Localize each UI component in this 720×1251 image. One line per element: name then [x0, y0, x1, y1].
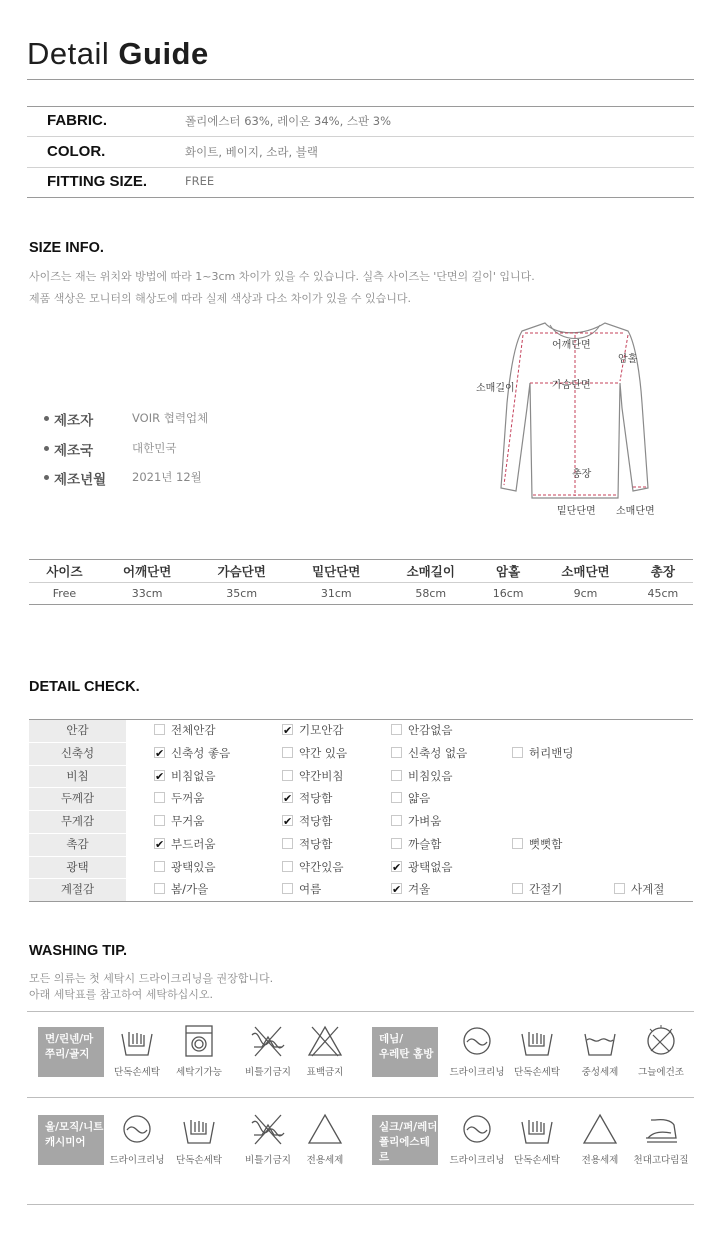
care-symbol	[238, 1111, 298, 1166]
care-symbol	[570, 1111, 630, 1166]
armhole-label: 암홀	[618, 354, 638, 365]
check-option-label: 적당함	[299, 814, 333, 828]
check-option-label: 부드러움	[171, 836, 216, 851]
detail-check-heading: DETAIL CHECK.	[29, 679, 140, 695]
check-option-label: 여름	[299, 882, 322, 897]
hem-label: 밑단단면	[557, 506, 596, 517]
check-option-label: 적당함	[299, 791, 333, 806]
table-row	[29, 766, 693, 789]
washing-heading: WASHING TIP.	[29, 943, 128, 959]
check-option-label: 간절기	[529, 882, 563, 897]
check-option	[391, 857, 452, 879]
cloth-iron-icon	[631, 1111, 691, 1147]
column-header: 어깨단면	[100, 560, 195, 583]
check-option	[154, 834, 215, 856]
care-symbol	[107, 1111, 167, 1166]
spec-value: 폴리에스터 63%, 레이온 34%, 스판 3%	[185, 114, 392, 128]
checkbox-icon	[282, 861, 293, 872]
check-option	[391, 879, 430, 901]
care-symbol	[570, 1023, 630, 1078]
checked-box-icon	[154, 838, 165, 849]
care-symbol	[169, 1023, 229, 1078]
checked-box-icon	[154, 770, 165, 781]
checkbox-icon	[512, 883, 523, 894]
check-option	[154, 743, 230, 765]
checked-box-icon	[391, 883, 402, 894]
table-cell: Free	[29, 583, 100, 605]
table-row	[29, 583, 693, 605]
bullet-icon	[44, 416, 49, 421]
check-option-label: 약간 있음	[299, 745, 348, 760]
hand-wash-icon	[507, 1023, 567, 1059]
column-header: 총장	[633, 560, 693, 583]
hand-wash-icon	[107, 1023, 167, 1059]
check-option-label: 광택있음	[171, 859, 216, 874]
check-option-label: 비침없음	[171, 768, 216, 783]
washing-machine-icon	[169, 1023, 229, 1059]
care-symbol-label: 단독손세탁	[114, 1067, 160, 1078]
care-symbol-label: 드라이크리닝	[449, 1155, 505, 1166]
check-row-label: 광택	[29, 857, 126, 879]
checkbox-icon	[391, 815, 402, 826]
maker-key: 제조자	[54, 413, 94, 429]
check-option	[282, 879, 321, 901]
care-symbol	[295, 1023, 355, 1078]
care-symbol-label: 표백금지	[306, 1067, 344, 1078]
checked-box-icon	[282, 792, 293, 803]
check-option-label: 광택없음	[408, 859, 453, 874]
no-wring-icon	[238, 1111, 298, 1147]
check-option	[512, 834, 562, 856]
spec-row-fitting	[27, 167, 694, 197]
check-option-label: 신축성 없음	[408, 745, 468, 760]
care-symbol-label: 전용세제	[306, 1155, 344, 1166]
table-cell: 31cm	[289, 583, 384, 605]
size-note: 제품 색상은 모니터의 해상도에 따라 실제 색상과 다소 차이가 있을 수 있습니다.	[29, 292, 411, 305]
care-category-badge: 데님/ 우레탄 홈방	[372, 1027, 438, 1077]
check-row-label: 계절감	[29, 879, 126, 901]
check-option	[391, 834, 441, 856]
neutral-detergent-icon	[570, 1023, 630, 1059]
check-option	[282, 743, 347, 765]
check-option-label: 기모안감	[299, 723, 344, 737]
care-symbol	[447, 1111, 507, 1166]
column-header: 소매단면	[538, 560, 633, 583]
care-symbol-label: 전용세제	[581, 1155, 619, 1166]
checkbox-icon	[391, 792, 402, 803]
check-option	[154, 879, 208, 901]
dry-clean-icon	[447, 1111, 507, 1147]
check-option-label: 뻣뻣함	[529, 836, 563, 851]
spec-row-color	[27, 137, 694, 168]
table-row	[29, 743, 693, 766]
check-row-label: 두께감	[29, 788, 126, 810]
check-option	[154, 720, 215, 742]
check-option	[154, 766, 215, 788]
check-option	[512, 879, 562, 901]
check-option	[282, 720, 343, 742]
care-symbol	[631, 1023, 691, 1078]
hand-wash-icon	[507, 1111, 567, 1147]
column-header: 암홀	[478, 560, 538, 583]
checkbox-icon	[391, 724, 402, 735]
care-symbol-label: 단독손세탁	[514, 1155, 560, 1166]
check-option	[391, 811, 441, 833]
spec-label: COLOR.	[47, 143, 106, 160]
check-option-label: 두꺼움	[171, 791, 205, 806]
spec-row-fabric	[27, 106, 694, 137]
check-option	[391, 766, 452, 788]
check-option-label: 가벼움	[408, 814, 442, 828]
check-option-label: 사계절	[631, 882, 665, 897]
no-bleach-icon	[295, 1023, 355, 1059]
checkbox-icon	[512, 747, 523, 758]
checked-box-icon	[391, 861, 402, 872]
table-cell: 35cm	[194, 583, 289, 605]
special-detergent-icon	[295, 1111, 355, 1147]
bullet-icon	[44, 446, 49, 451]
hand-wash-icon	[169, 1111, 229, 1147]
checkbox-icon	[154, 724, 165, 735]
cuff-label: 소매단면	[616, 506, 655, 517]
check-option	[282, 788, 332, 810]
care-symbol	[507, 1111, 567, 1166]
table-cell: 9cm	[538, 583, 633, 605]
checkbox-icon	[512, 838, 523, 849]
washing-note: 아래 세탁표를 참고하여 세탁하십시오.	[29, 988, 214, 1001]
checkbox-icon	[282, 747, 293, 758]
spec-label: FABRIC.	[47, 112, 107, 129]
check-option	[512, 743, 573, 765]
care-symbol-label: 비틀기금지	[245, 1155, 291, 1166]
care-symbol-label: 드라이크리닝	[109, 1155, 165, 1166]
care-symbol	[107, 1023, 167, 1078]
care-symbol-label: 비틀기금지	[245, 1067, 291, 1078]
table-cell: 16cm	[478, 583, 538, 605]
washing-row-1	[0, 1010, 720, 1080]
maker-value: VOIR 협력업체	[132, 411, 209, 425]
spec-value: FREE	[185, 174, 215, 188]
bullet-icon	[44, 475, 49, 480]
title-divider	[27, 79, 694, 80]
table-row	[29, 720, 693, 743]
origin-value: 대한민국	[132, 441, 177, 455]
date-key: 제조년월	[54, 472, 107, 488]
garment-diagram	[470, 313, 695, 523]
origin-key: 제조국	[54, 443, 94, 459]
check-option	[154, 811, 204, 833]
care-category-badge: 실크/퍼/레더 폴리에스테르	[372, 1115, 438, 1165]
checkbox-icon	[391, 838, 402, 849]
check-row-label: 촉감	[29, 834, 126, 856]
table-row	[29, 811, 693, 834]
dry-clean-icon	[107, 1111, 167, 1147]
size-table	[29, 559, 693, 605]
dry-clean-icon	[447, 1023, 507, 1059]
care-category-badge: 면/린넨/마 쭈리/골지	[38, 1027, 104, 1077]
title-bold: Guide	[118, 36, 209, 71]
check-option-label: 까슬함	[408, 836, 442, 851]
checkbox-icon	[391, 747, 402, 758]
check-option-label: 적당함	[299, 836, 333, 851]
care-symbol-label: 그늘에건조	[638, 1067, 684, 1078]
title-light: Detail	[27, 36, 110, 71]
size-table-header	[29, 560, 693, 583]
column-header: 가슴단면	[194, 560, 289, 583]
checkbox-icon	[282, 883, 293, 894]
check-option	[154, 857, 215, 879]
check-option	[391, 720, 452, 742]
total-length-label: 총장	[572, 469, 592, 480]
check-option	[282, 766, 343, 788]
care-category-badge: 울/모직/니트 캐시미어	[38, 1115, 104, 1165]
check-option-label: 비침있음	[408, 768, 453, 783]
care-symbol-label: 드라이크리닝	[449, 1067, 505, 1078]
checked-box-icon	[282, 815, 293, 826]
check-option-label: 약간비침	[299, 768, 344, 783]
care-symbol	[631, 1111, 691, 1166]
table-row	[29, 857, 693, 880]
page-title	[27, 36, 209, 72]
check-option	[391, 743, 467, 765]
care-symbol-label: 단독손세탁	[176, 1155, 222, 1166]
check-option-label: 약간있음	[299, 859, 344, 874]
column-header: 밑단단면	[289, 560, 384, 583]
no-wring-icon	[238, 1023, 298, 1059]
check-option-label: 안감없음	[408, 723, 453, 737]
care-symbol	[238, 1023, 298, 1078]
checkbox-icon	[154, 815, 165, 826]
care-symbol	[507, 1023, 567, 1078]
size-info-heading: SIZE INFO.	[29, 240, 104, 256]
table-cell: 45cm	[633, 583, 693, 605]
chest-label: 가슴단면	[552, 380, 591, 391]
check-option-label: 얇음	[408, 791, 431, 806]
care-symbol-label: 천대고다림질	[633, 1155, 689, 1166]
column-header: 사이즈	[29, 560, 100, 583]
checkbox-icon	[154, 792, 165, 803]
check-option	[282, 857, 343, 879]
table-row	[29, 788, 693, 811]
check-option-label: 무거움	[171, 814, 205, 828]
washing-note: 모든 의류는 첫 세탁시 드라이크리닝을 권장합니다.	[29, 972, 274, 985]
checkbox-icon	[282, 770, 293, 781]
check-row-label: 안감	[29, 720, 126, 742]
check-option	[391, 788, 430, 810]
check-option-label: 봄/가을	[171, 882, 209, 897]
care-symbol	[447, 1023, 507, 1078]
care-symbol	[295, 1111, 355, 1166]
check-row-label: 비침	[29, 766, 126, 788]
washing-row-2	[0, 1098, 720, 1168]
special-detergent-icon	[570, 1111, 630, 1147]
check-option-label: 신축성 좋음	[171, 745, 231, 760]
table-row	[29, 834, 693, 857]
checked-box-icon	[154, 747, 165, 758]
table-cell: 58cm	[383, 583, 478, 605]
checkbox-icon	[614, 883, 625, 894]
checkbox-icon	[282, 838, 293, 849]
check-row-label: 무게감	[29, 811, 126, 833]
checked-box-icon	[282, 724, 293, 735]
check-option	[614, 879, 664, 901]
sleeve-length-label: 소매길이	[476, 383, 515, 394]
spec-value: 화이트, 베이지, 소라, 블랙	[185, 145, 319, 159]
check-option	[282, 834, 332, 856]
check-option	[154, 788, 204, 810]
spec-bottom-border	[27, 197, 694, 198]
table-row	[29, 879, 693, 901]
care-symbol-label: 중성세제	[581, 1067, 619, 1078]
check-row-label: 신축성	[29, 743, 126, 765]
washing-divider	[27, 1204, 694, 1205]
checkbox-icon	[391, 770, 402, 781]
care-symbol	[169, 1111, 229, 1166]
table-cell: 33cm	[100, 583, 195, 605]
column-header: 소매길이	[383, 560, 478, 583]
size-note: 사이즈는 재는 위치와 방법에 따라 1~3cm 차이가 있을 수 있습니다. 실측 사이즈는 '단면의 길이' 입니다.	[29, 270, 535, 283]
check-option-label: 전체안감	[171, 723, 216, 737]
detail-check-table	[29, 719, 693, 902]
shoulder-label: 어깨단면	[552, 340, 591, 351]
checkbox-icon	[154, 861, 165, 872]
check-option	[282, 811, 332, 833]
checkbox-icon	[154, 883, 165, 894]
care-symbol-label: 단독손세탁	[514, 1067, 560, 1078]
date-value: 2021년 12월	[132, 470, 202, 484]
check-option-label: 허리밴딩	[529, 745, 574, 760]
care-symbol-label: 세탁기가능	[176, 1067, 222, 1078]
spec-label: FITTING SIZE.	[47, 173, 147, 190]
shade-dry-icon	[631, 1023, 691, 1059]
check-option-label: 겨울	[408, 882, 431, 897]
